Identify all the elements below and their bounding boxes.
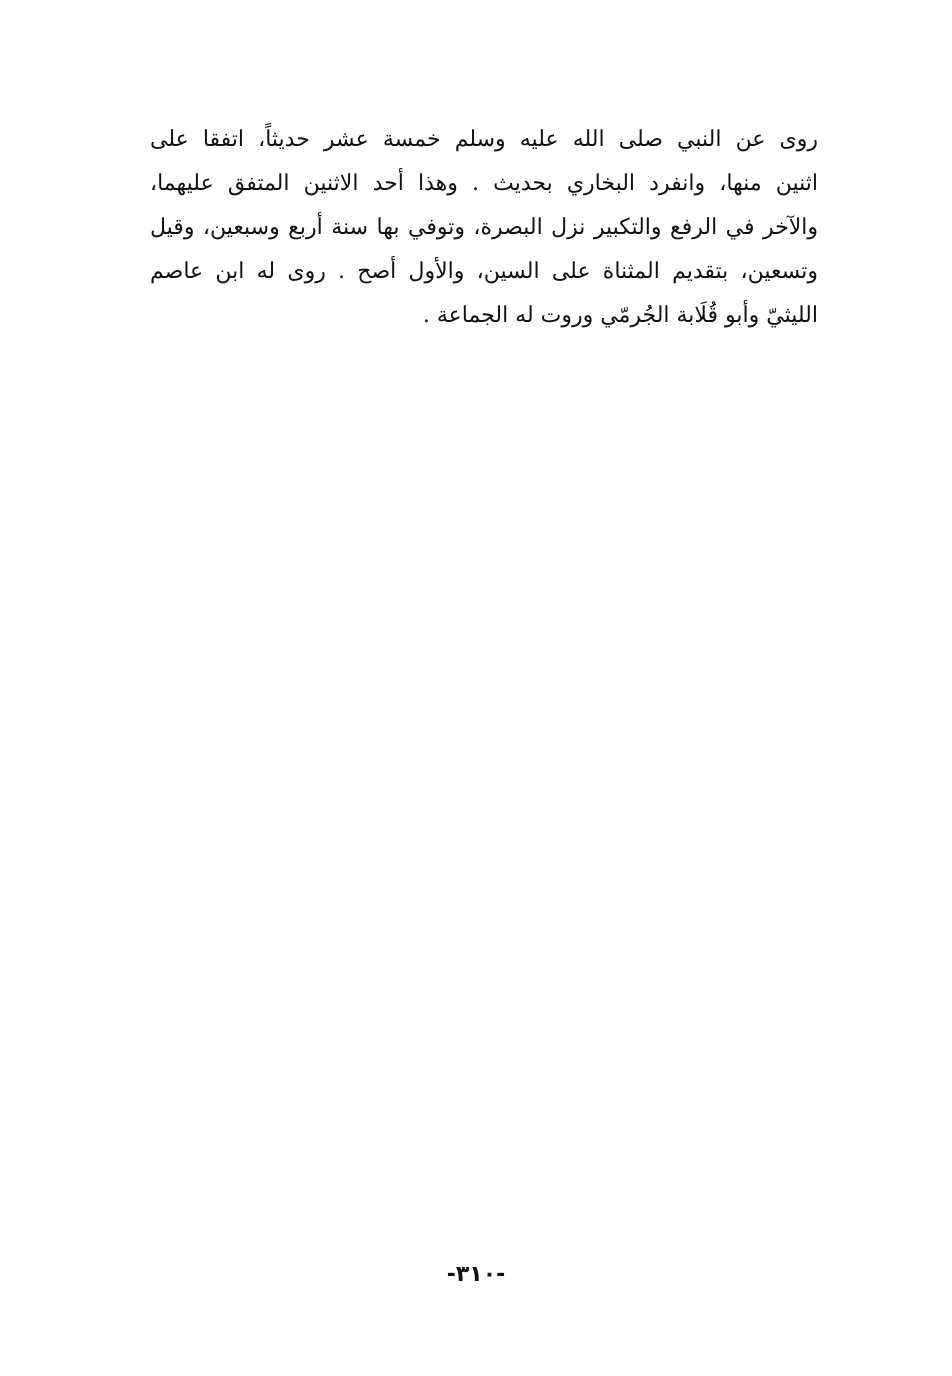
paragraph-line: روى عن النبي صلى الله عليه وسلم خمسة عشر حديثاً، اتفقا على: [150, 127, 818, 152]
page-number: -٣١٠-: [446, 1262, 506, 1287]
paragraph-line: الليثيّ وأبو قُلَابة الجُرمّي وروت له الجماعة .: [422, 303, 818, 328]
paragraph-line: اثنين منها، وانفرد البخاري بحديث . وهذا أحد الاثنين المتفق عليهما،: [150, 171, 818, 196]
body-paragraph: [150, 118, 818, 338]
paragraph-line: والآخر في الرفع والتكبير نزل البصرة، وتوفي بها سنة أربع وسبعين، وقيل: [150, 215, 818, 240]
paragraph-line: وتسعين، بتقديم المثناة على السين، والأول أصح . روى له ابن عاصم: [150, 259, 818, 284]
